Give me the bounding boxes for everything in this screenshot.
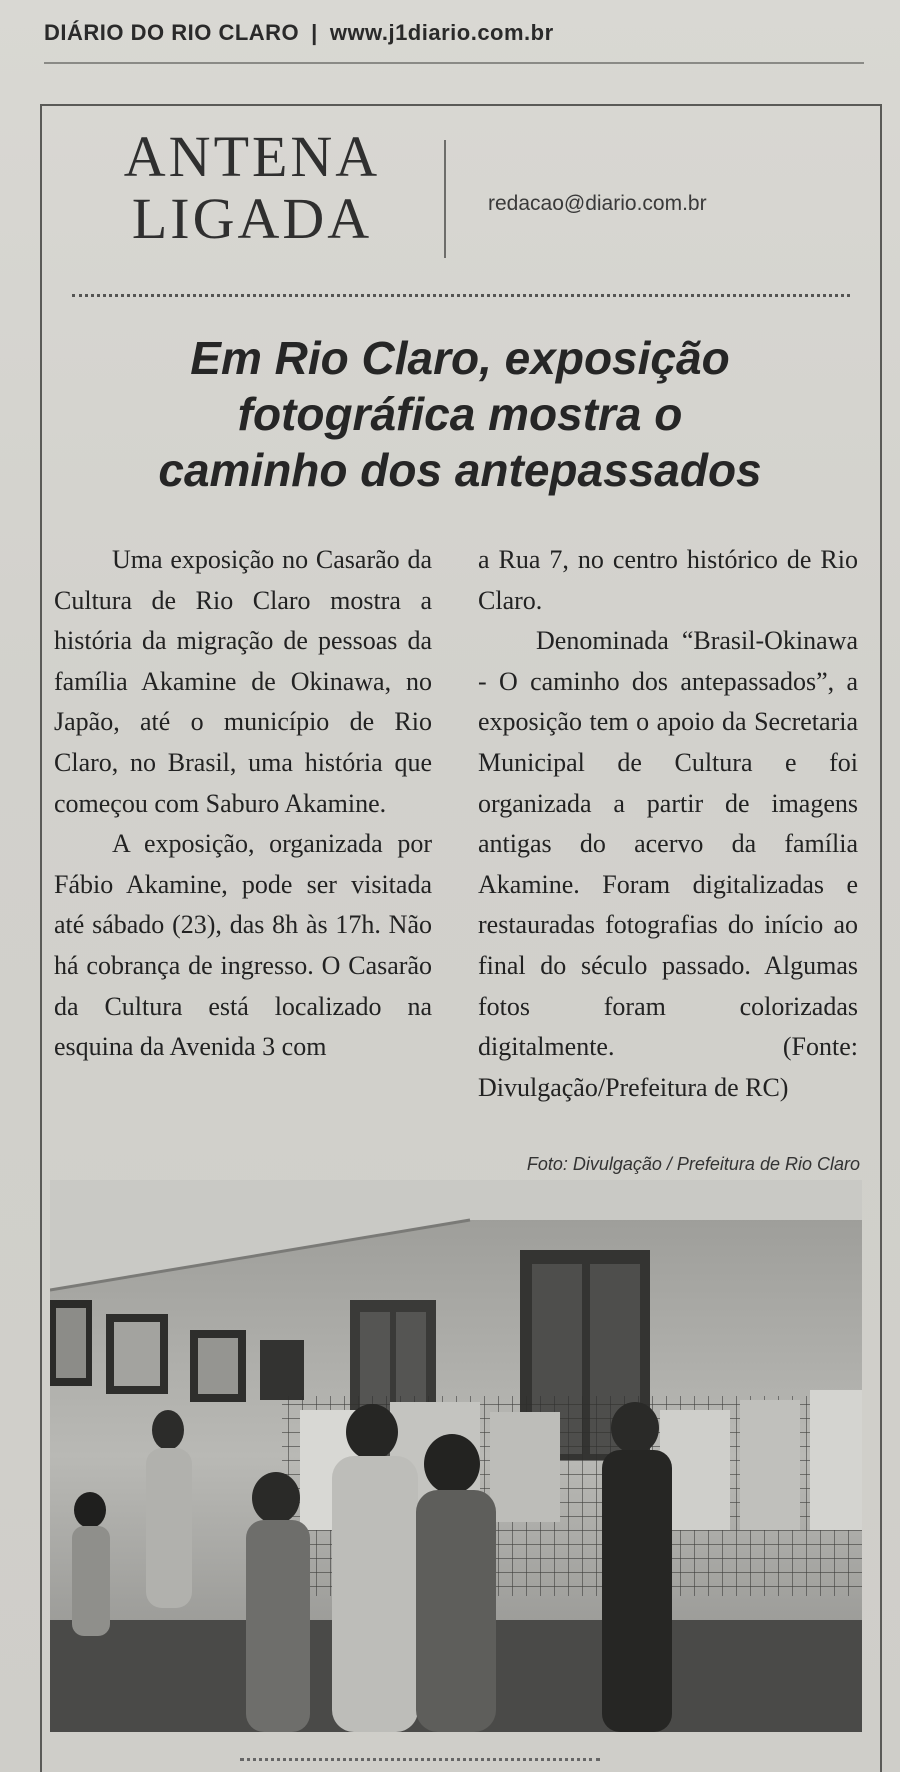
article-column-left [54, 540, 432, 1068]
masthead-paper-name: DIÁRIO DO RIO CLARO [44, 20, 300, 45]
masthead-separator: | [311, 20, 318, 45]
headline-line-3: caminho dos antepassados [158, 444, 762, 496]
exhibition-photo [50, 1180, 862, 1732]
article-column-right [478, 540, 858, 1108]
column-title-line-2: LIGADA [131, 186, 373, 251]
header-divider [444, 140, 446, 258]
masthead [44, 20, 864, 56]
article-paragraph: Denominada “Brasil-Okinawa - O caminho dos antepassados”, a exposição tem o apoio da Secretaria Municipal de Cultura e foi organizada a partir de imagens antigas do acervo da família Akamine. Foram digitalizadas e restauradas fotografias do início ao final do século passado. Algumas fotos foram colorizadas digitalmente. (Fonte: Divulgação/Prefeitura de RC) [478, 626, 858, 1102]
headline-line-1: Em Rio Claro, exposição [190, 332, 730, 384]
article-headline [100, 330, 820, 498]
column-email: redacao@diario.com.br [488, 192, 707, 215]
headline-line-2: fotográfica mostra o [237, 388, 683, 440]
article-paragraph: A exposição, organizada por Fábio Akamine, pode ser visitada até sábado (23), das 8h às 17h. Não há cobrança de ingresso. O Casarão da Cultura está localizado na esquina da Avenida 3 com [54, 829, 432, 1062]
masthead-rule [44, 62, 864, 64]
column-title-line-1: ANTENA [123, 124, 381, 189]
exhibition-photo-graphic [50, 1180, 862, 1732]
article-paragraph: a Rua 7, no centro histórico de Rio Claro. [478, 545, 858, 615]
article-paragraph: Uma exposição no Casarão da Cultura de Rio Claro mostra a história da migração de pessoas da família Akamine de Okinawa, no Japão, até o município de Rio Claro, no Brasil, uma história que começou com Saburo Akamine. [54, 545, 432, 818]
photo-credit: Foto: Divulgação / Prefeitura de Rio Claro [526, 1154, 860, 1174]
dotted-divider [72, 294, 850, 297]
masthead-website: www.j1diario.com.br [329, 20, 554, 45]
bottom-dotted-divider [240, 1758, 600, 1761]
column-title [92, 126, 412, 250]
